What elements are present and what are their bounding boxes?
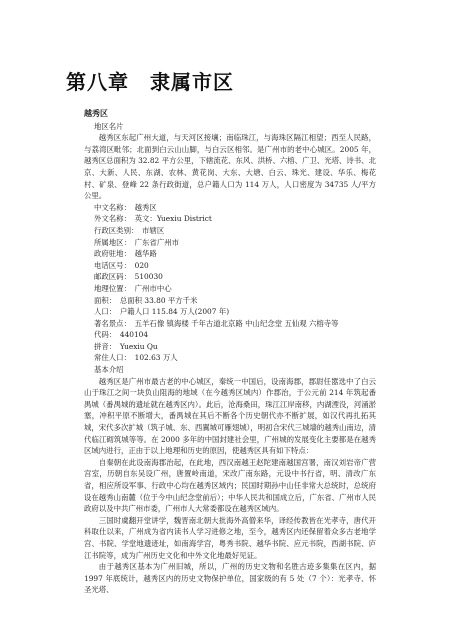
body-paragraph: 三国时虞翻开堂讲学，魏晋南北朝大批海外高僧来华，译经传教皆在光孝寺，唐代开科取仕以来，广州成为省内读书人学习进修之地，至今，越秀区内还保留着众多古老地学宫、书院、学堂地遗迹址，如南海学宫，粤秀书院、越华书院、应元书院，西湖书院、庐江书院等，成为广州历史文化和中外文化地最好见证。 bbox=[84, 515, 376, 560]
info-row: 行政区类别： 市辖区 bbox=[94, 225, 165, 235]
info-row: 外文名称： 英文：Yuexiu District bbox=[94, 214, 212, 224]
info-row: 代码： 440104 bbox=[94, 330, 149, 340]
info-row: 面积： 总面积 33.80 平方千米 bbox=[94, 295, 198, 305]
info-row: 中文名称： 越秀区 bbox=[94, 202, 157, 212]
info-row: 地理位置： 广州市中心 bbox=[94, 283, 172, 293]
info-row: 所属地区： 广东省广州市 bbox=[94, 237, 179, 247]
chapter-title: 第八章 隶属市区 bbox=[66, 70, 234, 94]
body-paragraph: 越秀区是广州市最古老的中心城区，秦统一中国后，设南海郡，郡尉任嚣选中了白云 山于珠江之间一块负山阻海的地域（在今越秀区域内）作郡治，于公元前 214 年筑起番禺城（番禺城的遗址就在越秀区内）。此后，沧海桑田，珠江江岸南移，内湖湮没，河涌淤塞，冲积平原不断增大，番禺城在其后不断各个历史朝代亦不断扩展，如汉代再扎拓其城，宋代多次扩城（筑子城、东、西翼城可雁翅城），明初合宋代三城墙的越秀山南边，清代临江砌筑城等等。在 2000 多年的中国封建社会里，广州城的发展变化主要都是在越秀区域内进行，正由于以上地理和历史的原因，使越秀区具有如下特点： bbox=[84, 376, 376, 456]
info-row: 邮政区码： 510030 bbox=[94, 272, 163, 282]
info-row: 著名景点： 五羊石像 镇海楼 千年古道北京路 中山纪念堂 五仙观 六榕寺等 bbox=[94, 318, 339, 328]
body-paragraph: 由于越秀区基本为广州旧城，所以，广州的历史文物和名胜古迹多集集在区内，据 1997 年底统计，越秀区内的历史文物保护单位，国家级的有 5 处（7 个）：光孝寺、怀 圣光塔、 bbox=[84, 562, 376, 595]
info-row: 常住人口： 102.63 万人 bbox=[94, 353, 178, 363]
intro-paragraph: 越秀区东起广州大道，与天河区接壤；南临珠江，与海珠区隔江相望；西至人民路，与荔湾区毗邻；北面到白云山山脚，与白云区相邻。是广州市的老中心城区。2005 年，越秀区总面积为 32.82 平方公里，下辖流花、东风、洪桥、六榕、广卫、光塔、诗书、北京、大新、人民、东湖、农林、黄花岗、大东、大塘、白云、珠光、建设、华乐、梅花村、矿泉、登峰 22 条行政街道，总户籍人口为 114 万人，人口密度为 34735 人/平方公里。 bbox=[84, 133, 376, 201]
subheading-name-card: 地区名片 bbox=[94, 121, 124, 131]
info-row: 政府驻地： 越华路 bbox=[94, 249, 157, 259]
info-row: 电话区号： 020 bbox=[94, 260, 149, 270]
section-title: 越秀区 bbox=[84, 108, 108, 118]
info-table bbox=[84, 202, 376, 364]
info-row: 拼音： Yuexiu Qu bbox=[94, 341, 158, 351]
info-row: 人口： 户籍人口 115.84 万人(2007 年) bbox=[94, 307, 230, 317]
content-body bbox=[84, 108, 376, 596]
subheading-basic-intro: 基本介绍 bbox=[94, 365, 124, 375]
body-paragraph: 自秦朝在此设南海郡治起，在此地，西汉南越王赵陀建南越国宫署，南汉刘岩帝广营宫室，历朝自东吴设广州，唐置岭南道，宋改广南东路，元设中书行省，明、清改广东省，相应所设军事、行政中心均在越秀区域内；民国时期孙中山任非常大总统时，总统府设在越秀山南麓（位于今中山纪念堂前后）；中华人民共和国成立后，广东省、广州市人民政府以及中共广州市委，广州市人大常委都设在越秀区域内。 bbox=[84, 457, 376, 514]
